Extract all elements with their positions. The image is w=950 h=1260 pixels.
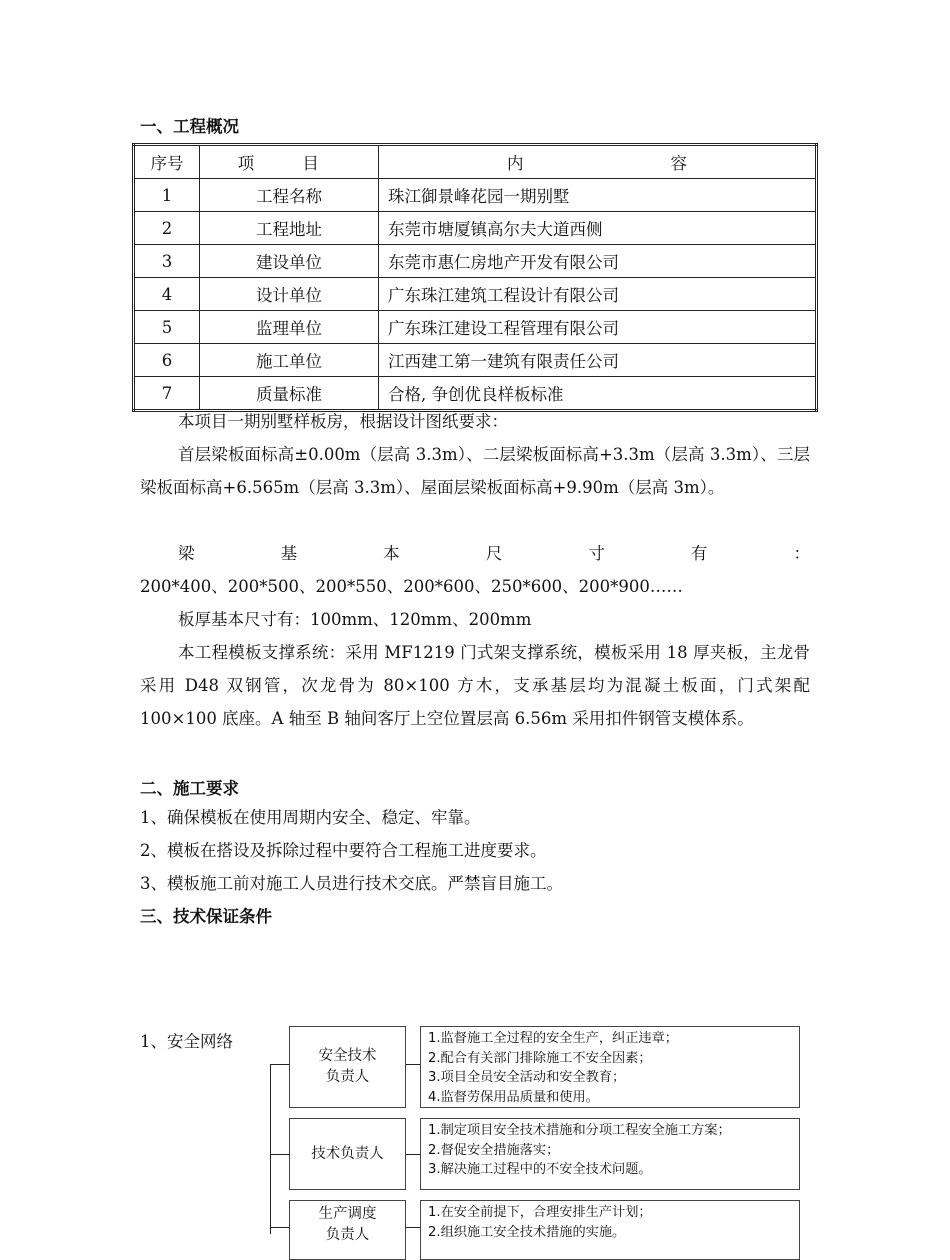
table-row — [134, 344, 817, 377]
branch-connector-line — [270, 1227, 289, 1228]
header-cell-index: 序号 — [134, 145, 200, 179]
requirement-item: 1、确保模板在使用周期内安全、稳定、牢靠。 — [140, 808, 481, 827]
row-content: 东莞市塘厦镇高尔夫大道西侧 — [379, 212, 817, 245]
row-content: 广东珠江建设工程管理有限公司 — [379, 311, 817, 344]
safety-network-label: 1、安全网络 — [140, 1032, 233, 1051]
role-box-production-scheduling-lead — [289, 1200, 406, 1260]
duty-item: 4.监督劳保用品质量和使用。 — [428, 1089, 599, 1105]
row-index: 2 — [134, 212, 200, 245]
branch-connector-line — [270, 1064, 289, 1065]
row-index: 4 — [134, 278, 200, 311]
row-content: 江西建工第一建筑有限责任公司 — [379, 344, 817, 377]
role-name-line: 安全技术 — [318, 1048, 377, 1064]
duty-connector-line — [405, 1154, 420, 1155]
section-title-requirements: 二、施工要求 — [140, 779, 239, 798]
row-content: 东莞市惠仁房地产开发有限公司 — [379, 245, 817, 278]
row-content: 合格, 争创优良样板标准 — [379, 377, 817, 411]
duty-item: 3.解决施工过程中的不安全技术问题。 — [428, 1162, 652, 1177]
row-index: 1 — [134, 179, 200, 212]
section-title-overview: 一、工程概况 — [140, 117, 239, 136]
table-row — [134, 179, 817, 212]
header-cell-item — [200, 145, 379, 179]
row-index: 5 — [134, 311, 200, 344]
duties-box-production-scheduling-lead — [420, 1200, 800, 1260]
row-index: 3 — [134, 245, 200, 278]
row-item: 施工单位 — [200, 344, 379, 377]
paragraph-intro: 本项目一期别墅样板房，根据设计图纸要求： — [178, 412, 508, 431]
branch-connector-line — [270, 1154, 289, 1155]
paragraph-beam-sizes-values: 200*400、200*500、200*550、200*600、250*600、200*900…… — [140, 577, 683, 596]
row-content: 广东珠江建筑工程设计有限公司 — [379, 278, 817, 311]
duty-item: 1.监督施工全过程的安全生产，纠正违章； — [428, 1031, 678, 1046]
table-row — [134, 278, 817, 311]
role-name-line: 负责人 — [325, 1227, 370, 1243]
row-item: 质量标准 — [200, 377, 379, 411]
role-name-line: 生产调度 — [318, 1206, 377, 1222]
project-overview-table — [132, 143, 818, 412]
paragraph-slab-thickness: 板厚基本尺寸有：100mm、120mm、200mm — [178, 610, 532, 629]
role-box-safety-technical-lead — [289, 1026, 406, 1108]
duty-item: 2.组织施工安全技术措施的实施。 — [428, 1224, 626, 1240]
duty-connector-line — [405, 1064, 420, 1065]
duties-box-technical-lead — [420, 1118, 800, 1190]
role-box-technical-lead — [289, 1118, 406, 1190]
duty-item: 1.制定项目安全技术措施和分项工程安全施工方案； — [428, 1123, 731, 1138]
row-index: 7 — [134, 377, 200, 411]
table-row — [134, 311, 817, 344]
paragraph-formwork-system: 本工程模板支撑系统：采用 MF1219 门式架支撑系统，模板采用 18 厚夹板，主龙骨采用 D48 双钢管，次龙骨为 80×100 方木，支承基层均为混凝土板面，门式架配 100×100 底座。A 轴至 B 轴间客厅上空位置层高 6.56m 采用扣件钢管支模体系。 — [140, 643, 810, 728]
trunk-connector-line — [270, 1064, 271, 1234]
row-content: 珠江御景峰花园一期别墅 — [379, 179, 817, 212]
header-cell-content — [379, 145, 817, 179]
role-name-line: 负责人 — [325, 1069, 370, 1085]
duty-item: 2.督促安全措施落实； — [428, 1142, 560, 1158]
row-item: 工程名称 — [200, 179, 379, 212]
header-content-text: 内 容 — [507, 154, 687, 173]
table-row — [134, 212, 817, 245]
table-row — [134, 245, 817, 278]
paragraph-floor-levels: 首层梁板面标高±0.00m（层高 3.3m）、二层梁板面标高+3.3m（层高 3.3m）、三层梁板面标高+6.565m（层高 3.3m）、屋面层梁板面标高+9.90m（层高 3m）。 — [140, 445, 810, 497]
requirement-item: 2、模板在搭设及拆除过程中要符合工程施工进度要求。 — [140, 841, 547, 860]
requirement-item: 3、模板施工前对施工人员进行技术交底。严禁盲目施工。 — [140, 874, 563, 893]
row-item: 监理单位 — [200, 311, 379, 344]
row-item: 建设单位 — [200, 245, 379, 278]
header-item-text: 项 目 — [237, 154, 341, 173]
duty-connector-line — [405, 1227, 420, 1228]
duty-item: 1.在安全前提下，合理安排生产计划； — [428, 1205, 652, 1220]
section-title-technical-assurance: 三、技术保证条件 — [140, 907, 272, 926]
duties-box-safety-technical-lead — [420, 1026, 800, 1108]
duty-item: 3.项目全员安全活动和安全教育； — [428, 1070, 626, 1085]
row-item: 工程地址 — [200, 212, 379, 245]
paragraph-beam-sizes-head: 梁基本尺寸有： — [178, 544, 810, 563]
table-header-row — [134, 145, 817, 179]
row-index: 6 — [134, 344, 200, 377]
duty-item: 2.配合有关部门排除施工不安全因素； — [428, 1050, 652, 1066]
row-item: 设计单位 — [200, 278, 379, 311]
role-name-line: 技术负责人 — [311, 1145, 384, 1162]
